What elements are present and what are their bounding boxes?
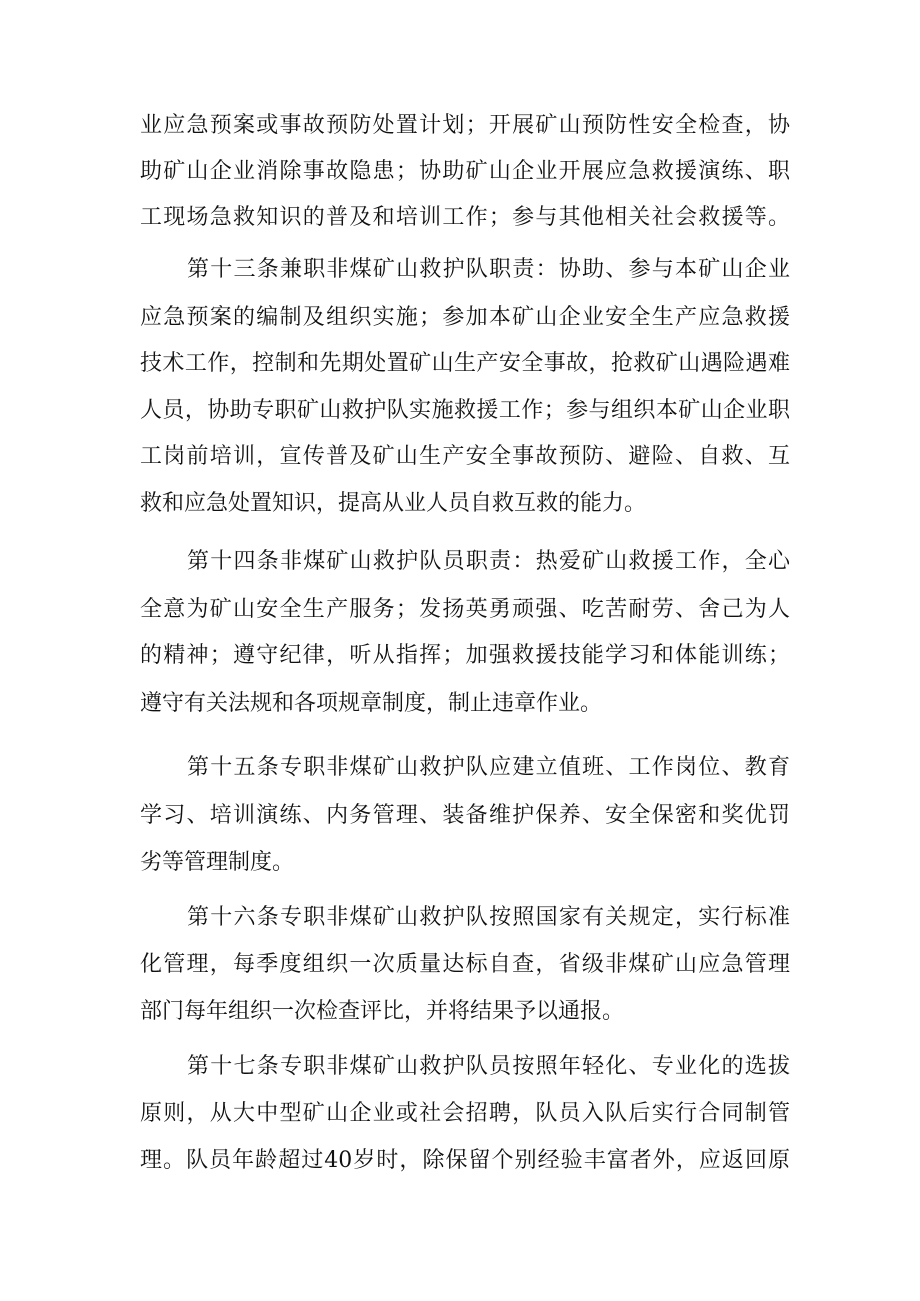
text-line: 学习、培训演练、内务管理、装备维护保养、安全保密和奖优罚 — [140, 803, 790, 828]
text-line: 助矿山企业消除事故隐患；协助矿山企业开展应急救援演练、职 — [140, 159, 790, 184]
text-line: 化管理，每季度组织一次质量达标自查，省级非煤矿山应急管理 — [140, 952, 790, 977]
article-15-heading-line: 第十五条专职非煤矿山救护队应建立值班、工作岗位、教育 — [187, 755, 790, 780]
text-line: 理。队员年龄超过40岁时，除保留个别经验丰富者外，应返回原 — [140, 1148, 790, 1173]
text-line: 原则，从大中型矿山企业或社会招聘，队员入队后实行合同制管 — [140, 1101, 790, 1126]
text-line: 劣等管理制度。 — [140, 850, 295, 875]
text-line: 应急预案的编制及组织实施；参加本矿山企业安全生产应急救援 — [140, 305, 790, 330]
article-13-heading-line: 第十三条兼职非煤矿山救护队职责：协助、参与本矿山企业 — [187, 257, 790, 282]
text-line: 技术工作，控制和先期处置矿山生产安全事故，抢救矿山遇险遇难 — [140, 351, 790, 376]
text-line: 工现场急救知识的普及和培训工作；参与其他相关社会救援等。 — [140, 205, 790, 230]
text-line: 工岗前培训，宣传普及矿山生产安全事故预防、避险、自救、互 — [140, 444, 790, 469]
article-16-heading-line: 第十六条专职非煤矿山救护队按照国家有关规定，实行标准 — [187, 905, 790, 930]
text-line: 的精神；遵守纪律，听从指挥；加强救援技能学习和体能训练； — [140, 643, 790, 668]
text-line: 救和应急处置知识，提高从业人员自救互救的能力。 — [140, 491, 647, 516]
text-line: 遵守有关法规和各项规章制度，制止违章作业。 — [140, 691, 603, 716]
text-line: 人员，协助专职矿山救护队实施救援工作；参与组织本矿山企业职 — [140, 398, 790, 423]
article-17-heading-line: 第十七条专职非煤矿山救护队员按照年轻化、专业化的选拔 — [187, 1054, 790, 1079]
text-line: 部门每年组织一次检查评比，并将结果予以通报。 — [140, 999, 625, 1024]
text-line: 全意为矿山安全生产服务；发扬英勇顽强、吃苦耐劳、舍己为人 — [140, 597, 790, 622]
text-line: 业应急预案或事故预防处置计划；开展矿山预防性安全检查，协 — [140, 113, 790, 138]
article-14-heading-line: 第十四条非煤矿山救护队员职责：热爱矿山救援工作，全心 — [187, 549, 790, 574]
